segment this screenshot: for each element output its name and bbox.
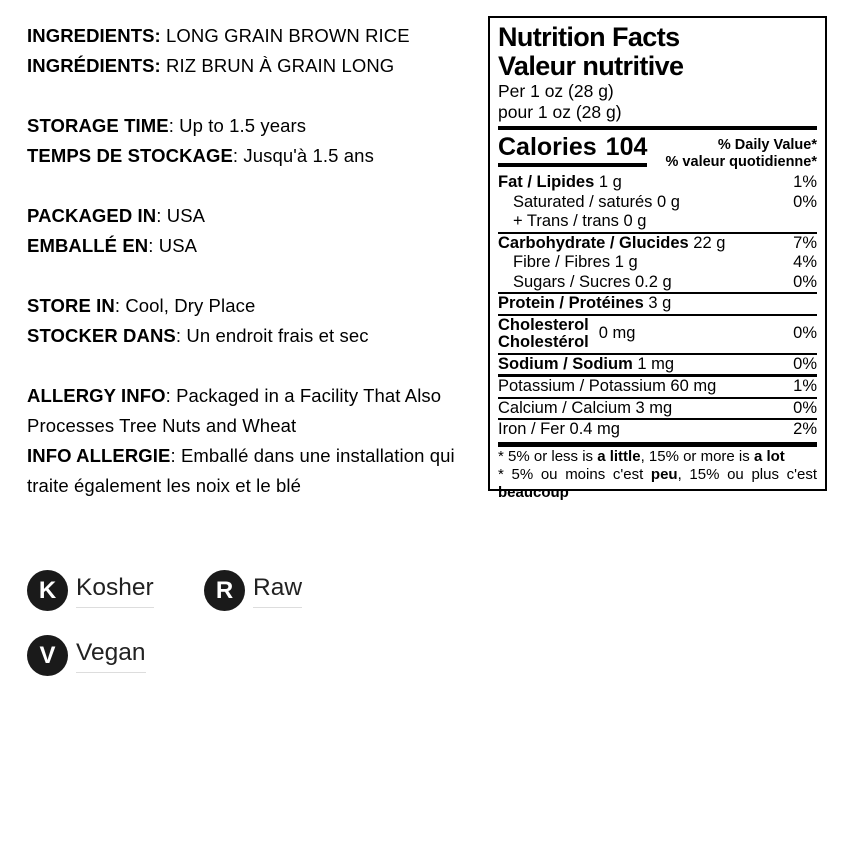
packaged-in-value-fr: : USA: [148, 235, 198, 256]
nutrient-amount: Calcium / Calcium 3 mg: [498, 398, 673, 417]
product-info: [27, 21, 485, 501]
nutrient-dv: 2%: [793, 420, 817, 438]
packaged-in-value-en: : USA: [156, 205, 206, 226]
nutrient-row-carbohydrate: [498, 234, 817, 254]
allergy-info-value-fr: : Emballé dans une installation qui traite également les noix et le blé: [27, 445, 455, 496]
calories-label: Calories: [498, 133, 597, 161]
footnote-text-bold: peu: [650, 465, 678, 483]
daily-value-header-en: % Daily Value*: [717, 137, 817, 153]
nutrient-row-fibre: [498, 253, 817, 273]
cholesterol-amount: 0 mg: [598, 324, 636, 343]
badge-kosher-label[interactable]: Kosher: [76, 573, 154, 608]
storage-time-label-fr: TEMPS DE STOCKAGE: [27, 145, 233, 166]
packaged-in-label-en: PACKAGED IN: [27, 205, 157, 226]
allergy-info-line-en: [27, 381, 485, 441]
nutrient-amount: Sugars / Sucres 0.2 g: [513, 272, 672, 291]
cholesterol-name-fr: Cholestérol: [498, 333, 589, 351]
nutrient-row-potassium: [498, 377, 817, 397]
storage-time-value-en: : Up to 1.5 years: [168, 115, 307, 136]
ingredients-label-en: INGREDIENTS:: [27, 25, 161, 46]
nutrient-row-saturated: [498, 193, 817, 213]
nutrient-dv: 1%: [793, 173, 817, 191]
nutrient-row-protein: [498, 294, 817, 314]
store-in-line-en: [27, 291, 485, 321]
footnote-text: , 15% ou plus c'est: [677, 465, 817, 483]
nutrient-row-fat: [498, 173, 817, 193]
cholesterol-names: [498, 317, 589, 352]
footnote-en: [498, 448, 817, 466]
divider: [498, 442, 817, 447]
nutrient-amount: 1 g: [594, 173, 622, 191]
daily-value-footnote: [498, 448, 817, 502]
nutrient-name-bold: Carbohydrate / Glucides: [498, 233, 689, 252]
nutrient-name: [498, 253, 638, 273]
allergy-info-label-fr: INFO ALLERGIE: [27, 445, 171, 466]
nutrient-name-bold: Sodium / Sodium: [498, 354, 633, 373]
nutrient-row-iron: [498, 420, 817, 440]
nutrition-facts-title-en: Nutrition Facts: [498, 22, 680, 52]
badge-raw-label[interactable]: Raw: [253, 573, 302, 608]
badge-kosher[interactable]: [27, 570, 154, 611]
store-in-line-fr: [27, 321, 485, 351]
packaged-in-label-fr: EMBALLÉ EN: [27, 235, 149, 256]
nutrient-amount: Potassium / Potassium 60 mg: [498, 377, 717, 395]
nutrient-name: [498, 399, 672, 419]
nutrient-name: [498, 234, 725, 254]
badge-vegan[interactable]: [27, 635, 146, 676]
ingredients-line-fr: [27, 51, 485, 81]
footnote-text-bold: beaucoup: [498, 483, 569, 501]
nutrient-amount: + Trans / trans 0 g: [513, 212, 647, 230]
raw-icon: [204, 570, 245, 611]
footnote-fr: [498, 466, 817, 502]
nutrient-row-trans: [498, 212, 817, 232]
ingredients-label-fr: INGRÉDIENTS:: [27, 55, 161, 76]
nutrient-dv: 7%: [793, 233, 817, 252]
nutrient-dv: 0%: [793, 354, 817, 373]
ingredients-line-en: [27, 21, 485, 51]
packaged-in-line-en: [27, 201, 485, 231]
badge-vegan-label[interactable]: Vegan: [76, 638, 146, 673]
nutrient-amount: Iron / Fer 0.4 mg: [498, 420, 620, 438]
calories: [498, 133, 647, 167]
nutrient-name: [498, 193, 680, 213]
nutrient-name: [498, 273, 672, 293]
nutrition-facts-panel: [488, 16, 827, 501]
ingredients-value-fr: RIZ BRUN À GRAIN LONG: [160, 55, 395, 76]
nutrient-row-calcium: [498, 399, 817, 419]
raw-icon-letter: R: [215, 576, 234, 604]
nutrient-name-bold: Protein / Protéines: [498, 294, 644, 312]
calories-value: 104: [605, 133, 648, 161]
store-in-label-fr: STOCKER DANS: [27, 325, 176, 346]
nutrient-dv: 0%: [793, 192, 817, 211]
nutrient-amount: Saturated / saturés 0 g: [513, 192, 680, 211]
nutrient-amount: 3 g: [643, 294, 672, 312]
nutrient-name: [498, 355, 674, 375]
footnote-text: , 15% or more is: [640, 447, 754, 465]
storage-time-line-en: [27, 111, 485, 141]
footnote-text-bold: a little: [597, 447, 641, 465]
storage-time-label-en: STORAGE TIME: [27, 115, 169, 136]
store-in-label-en: STORE IN: [27, 295, 115, 316]
nutrient-row-sugars: [498, 273, 817, 293]
allergy-info-label-en: ALLERGY INFO: [27, 385, 166, 406]
kosher-icon: [27, 570, 68, 611]
vegan-icon: [27, 635, 68, 676]
nutrient-row-sodium: [498, 355, 817, 375]
nutrient-dv: 1%: [793, 377, 817, 395]
nutrient-name: [498, 173, 622, 193]
allergy-info-line-fr: [27, 441, 485, 501]
nutrient-amount: Fibre / Fibres 1 g: [513, 253, 638, 271]
cholesterol-name-en: Cholesterol: [498, 315, 589, 334]
nutrient-name: [498, 377, 716, 397]
nutrition-facts-title-fr: Valeur nutritive: [498, 51, 684, 81]
kosher-icon-letter: K: [38, 576, 57, 604]
nutrient-name: [498, 212, 646, 232]
footnote-text: * 5% or less is: [498, 447, 598, 465]
storage-time-value-fr: : Jusqu'à 1.5 ans: [232, 145, 374, 166]
serving-size-fr: pour 1 oz (28 g): [498, 102, 622, 122]
nutrient-dv: 4%: [793, 253, 817, 271]
nutrient-name: [498, 294, 671, 314]
badge-raw[interactable]: [204, 570, 302, 611]
packaged-in-line-fr: [27, 231, 485, 261]
nutrient-name: [498, 420, 620, 440]
calories-row: [498, 133, 817, 170]
store-in-value-fr: : Un endroit frais et sec: [175, 325, 369, 346]
daily-value-header-fr: % valeur quotidienne*: [665, 153, 817, 170]
storage-time-line-fr: [27, 141, 485, 171]
nutrient-amount: 22 g: [688, 233, 726, 252]
vegan-icon-letter: V: [39, 641, 56, 669]
daily-value-header: [666, 133, 817, 170]
serving-size-en: Per 1 oz (28 g): [498, 81, 614, 101]
footnote-text-bold: a lot: [753, 447, 785, 465]
ingredients-value-en: LONG GRAIN BROWN RICE: [160, 25, 410, 46]
nutrient-dv: 0%: [793, 272, 817, 291]
nutrient-row-cholesterol: [498, 316, 817, 353]
nutrient-name-bold: Fat / Lipides: [498, 173, 595, 191]
footnote-text: * 5% ou moins c'est: [498, 465, 651, 483]
store-in-value-en: : Cool, Dry Place: [114, 295, 256, 316]
allergy-info-value-en: : Packaged in a Facility That Also Processes Tree Nuts and Wheat: [27, 385, 442, 436]
cholesterol-dv: 0%: [793, 324, 817, 343]
nutrient-amount: 1 mg: [632, 354, 675, 373]
divider: [498, 126, 817, 130]
nutrient-dv: 0%: [793, 398, 817, 417]
